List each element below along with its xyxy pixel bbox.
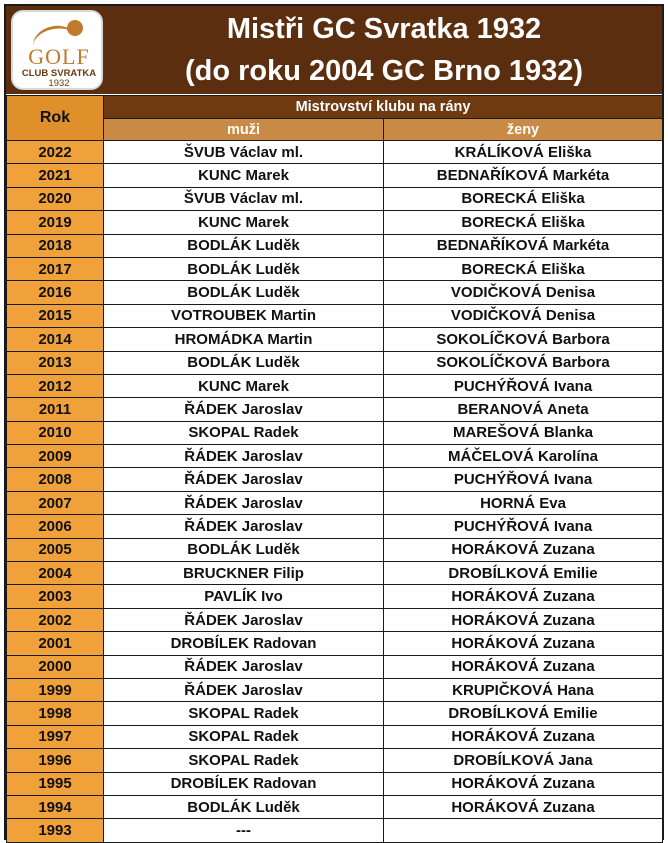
year-cell: 2007 <box>7 491 104 514</box>
women-champion-cell <box>384 819 663 842</box>
men-champion-cell: BODLÁK Luděk <box>104 795 384 818</box>
logo-club-text: CLUB SVRATKA <box>21 68 97 79</box>
men-champion-cell: SKOPAL Radek <box>104 749 384 772</box>
table-row <box>7 374 663 397</box>
women-champion-cell: BEDNAŘÍKOVÁ Markéta <box>384 164 663 187</box>
page-title: Mistři GC Svratka 1932 <box>226 13 542 45</box>
year-cell: 2018 <box>7 234 104 257</box>
women-champion-cell: SOKOLÍČKOVÁ Barbora <box>384 328 663 351</box>
year-cell: 2009 <box>7 445 104 468</box>
table-row <box>7 234 663 257</box>
column-header-men: muži <box>104 119 384 141</box>
table-row <box>7 398 663 421</box>
men-champion-cell: BODLÁK Luděk <box>104 538 384 561</box>
men-champion-cell: ŠVUB Václav ml. <box>104 141 384 164</box>
logo-year-text: 1932 <box>48 78 70 89</box>
men-champion-cell: PAVLÍK Ivo <box>104 585 384 608</box>
golf-ball-icon <box>67 20 83 36</box>
year-cell: 1996 <box>7 749 104 772</box>
women-champion-cell: BORECKÁ Eliška <box>384 257 663 280</box>
table-row <box>7 257 663 280</box>
table-row <box>7 655 663 678</box>
year-cell: 2001 <box>7 632 104 655</box>
year-cell: 2005 <box>7 538 104 561</box>
women-champion-cell: HORÁKOVÁ Zuzana <box>384 538 663 561</box>
table-row <box>7 328 663 351</box>
table-row <box>7 702 663 725</box>
page-subtitle: (do roku 2004 GC Brno 1932) <box>184 55 584 87</box>
group-header: Mistrovství klubu na rány <box>104 96 663 119</box>
women-champion-cell: HORÁKOVÁ Zuzana <box>384 608 663 631</box>
women-champion-cell: VODIČKOVÁ Denisa <box>384 304 663 327</box>
women-champion-cell: MAREŠOVÁ Blanka <box>384 421 663 444</box>
men-champion-cell: BRUCKNER Filip <box>104 562 384 585</box>
women-champion-cell: SOKOLÍČKOVÁ Barbora <box>384 351 663 374</box>
table-row <box>7 515 663 538</box>
table-row <box>7 819 663 842</box>
year-cell: 2022 <box>7 141 104 164</box>
year-cell: 2006 <box>7 515 104 538</box>
men-champion-cell: DROBÍLEK Radovan <box>104 772 384 795</box>
women-champion-cell: KRUPIČKOVÁ Hana <box>384 678 663 701</box>
women-champion-cell: PUCHÝŘOVÁ Ivana <box>384 374 663 397</box>
men-champion-cell: BODLÁK Luděk <box>104 234 384 257</box>
women-champion-cell: HORÁKOVÁ Zuzana <box>384 725 663 748</box>
table-row <box>7 585 663 608</box>
men-champion-cell: ŠVUB Václav ml. <box>104 187 384 210</box>
champions-table <box>6 95 663 843</box>
logo-golf-text: GOLF <box>28 44 90 69</box>
men-champion-cell: ŘÁDEK Jaroslav <box>104 468 384 491</box>
header-banner <box>6 6 662 94</box>
table-row <box>7 772 663 795</box>
women-champion-cell: HORNÁ Eva <box>384 491 663 514</box>
year-cell: 2016 <box>7 281 104 304</box>
men-champion-cell: HROMÁDKA Martin <box>104 328 384 351</box>
men-champion-cell: ŘÁDEK Jaroslav <box>104 445 384 468</box>
women-champion-cell: VODIČKOVÁ Denisa <box>384 281 663 304</box>
year-cell: 2013 <box>7 351 104 374</box>
year-cell: 2017 <box>7 257 104 280</box>
women-champion-cell: BORECKÁ Eliška <box>384 187 663 210</box>
year-cell: 2010 <box>7 421 104 444</box>
year-cell: 1997 <box>7 725 104 748</box>
women-champion-cell: BEDNAŘÍKOVÁ Markéta <box>384 234 663 257</box>
men-champion-cell: SKOPAL Radek <box>104 421 384 444</box>
year-cell: 2012 <box>7 374 104 397</box>
table-row <box>7 538 663 561</box>
table-row <box>7 304 663 327</box>
year-cell: 2020 <box>7 187 104 210</box>
table-row <box>7 725 663 748</box>
men-champion-cell: KUNC Marek <box>104 164 384 187</box>
table-row <box>7 421 663 444</box>
women-champion-cell: HORÁKOVÁ Zuzana <box>384 795 663 818</box>
year-cell: 1994 <box>7 795 104 818</box>
table-row <box>7 141 663 164</box>
women-champion-cell: KRÁLÍKOVÁ Eliška <box>384 141 663 164</box>
women-champion-cell: BERANOVÁ Aneta <box>384 398 663 421</box>
year-cell: 1993 <box>7 819 104 842</box>
women-champion-cell: BORECKÁ Eliška <box>384 211 663 234</box>
table-row <box>7 632 663 655</box>
women-champion-cell: HORÁKOVÁ Zuzana <box>384 585 663 608</box>
table-row <box>7 678 663 701</box>
year-cell: 2008 <box>7 468 104 491</box>
column-header-year: Rok <box>7 96 104 141</box>
women-champion-cell: DROBÍLKOVÁ Emilie <box>384 562 663 585</box>
table-row <box>7 795 663 818</box>
men-champion-cell: BODLÁK Luděk <box>104 257 384 280</box>
women-champion-cell: DROBÍLKOVÁ Emilie <box>384 702 663 725</box>
men-champion-cell: ŘÁDEK Jaroslav <box>104 655 384 678</box>
champions-sheet <box>4 4 664 840</box>
club-logo <box>11 10 103 90</box>
women-champion-cell: MÁČELOVÁ Karolína <box>384 445 663 468</box>
table-row <box>7 187 663 210</box>
table-row <box>7 211 663 234</box>
men-champion-cell: SKOPAL Radek <box>104 725 384 748</box>
women-champion-cell: PUCHÝŘOVÁ Ivana <box>384 515 663 538</box>
year-cell: 2004 <box>7 562 104 585</box>
year-cell: 2015 <box>7 304 104 327</box>
year-cell: 2019 <box>7 211 104 234</box>
column-header-women: ženy <box>384 119 663 141</box>
year-cell: 1999 <box>7 678 104 701</box>
year-cell: 2011 <box>7 398 104 421</box>
table-row <box>7 445 663 468</box>
men-champion-cell: ŘÁDEK Jaroslav <box>104 398 384 421</box>
women-champion-cell: HORÁKOVÁ Zuzana <box>384 772 663 795</box>
table-row <box>7 468 663 491</box>
women-champion-cell: HORÁKOVÁ Zuzana <box>384 632 663 655</box>
men-champion-cell: VOTROUBEK Martin <box>104 304 384 327</box>
table-row <box>7 281 663 304</box>
year-cell: 2003 <box>7 585 104 608</box>
men-champion-cell: --- <box>104 819 384 842</box>
men-champion-cell: BODLÁK Luděk <box>104 281 384 304</box>
men-champion-cell: BODLÁK Luděk <box>104 351 384 374</box>
men-champion-cell: ŘÁDEK Jaroslav <box>104 491 384 514</box>
women-champion-cell: HORÁKOVÁ Zuzana <box>384 655 663 678</box>
women-champion-cell: DROBÍLKOVÁ Jana <box>384 749 663 772</box>
women-champion-cell: PUCHÝŘOVÁ Ivana <box>384 468 663 491</box>
men-champion-cell: ŘÁDEK Jaroslav <box>104 678 384 701</box>
year-cell: 1995 <box>7 772 104 795</box>
year-cell: 2021 <box>7 164 104 187</box>
men-champion-cell: SKOPAL Radek <box>104 702 384 725</box>
year-cell: 2014 <box>7 328 104 351</box>
year-cell: 2002 <box>7 608 104 631</box>
table-row <box>7 749 663 772</box>
men-champion-cell: ŘÁDEK Jaroslav <box>104 608 384 631</box>
men-champion-cell: DROBÍLEK Radovan <box>104 632 384 655</box>
men-champion-cell: KUNC Marek <box>104 211 384 234</box>
table-row <box>7 351 663 374</box>
table-row <box>7 562 663 585</box>
men-champion-cell: ŘÁDEK Jaroslav <box>104 515 384 538</box>
table-row <box>7 491 663 514</box>
men-champion-cell: KUNC Marek <box>104 374 384 397</box>
year-cell: 1998 <box>7 702 104 725</box>
year-cell: 2000 <box>7 655 104 678</box>
table-row <box>7 164 663 187</box>
table-row <box>7 608 663 631</box>
